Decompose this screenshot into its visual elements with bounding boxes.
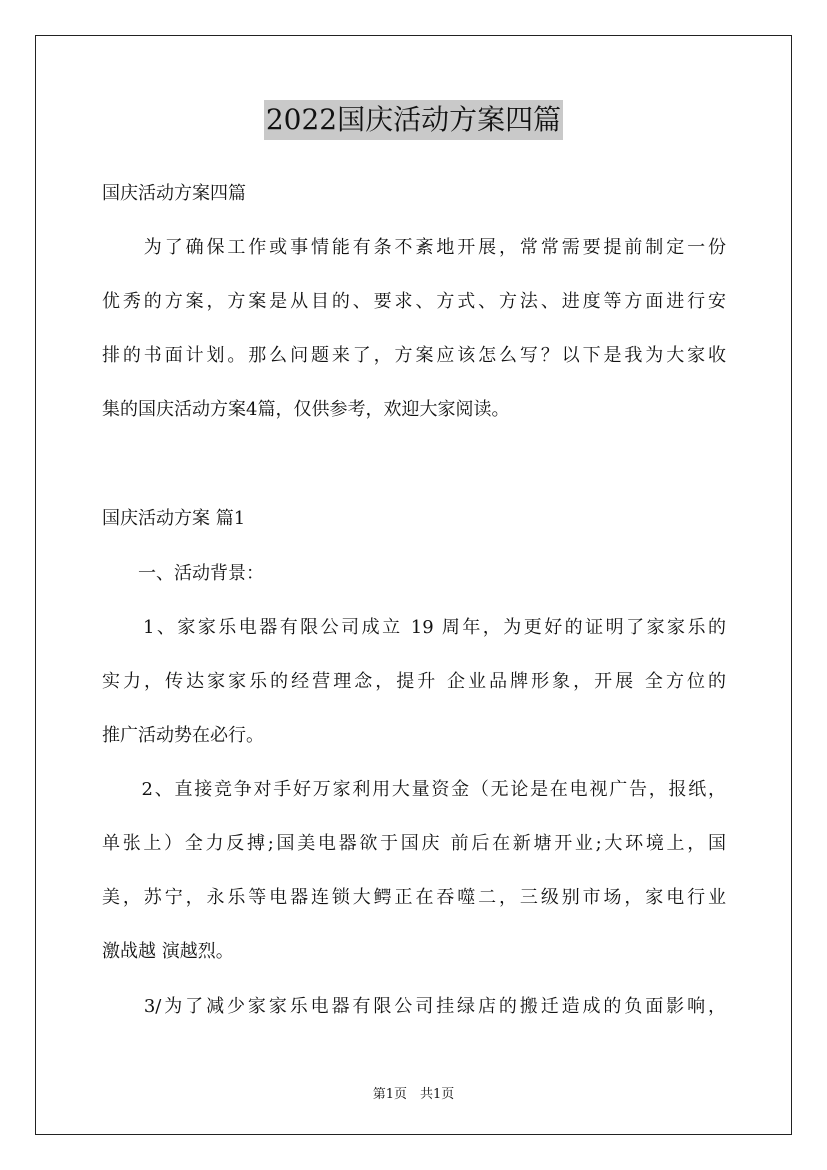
intro-line-4: 集的国庆活动方案4篇，仅供参考，欢迎大家阅读。 xyxy=(102,399,510,420)
document-heading: 国庆活动方案四篇 xyxy=(102,183,246,204)
para2-line-1: 2、直接竞争对手好万家利用大量资金（无论是在电视广告，报纸， xyxy=(102,779,726,800)
para2-line-2: 单张上）全力反搏;国美电器欲于国庆 前后在新塘开业;大环境上，国 xyxy=(102,833,726,854)
intro-line-3: 排的书面计划。那么问题来了，方案应该怎么写？以下是我为大家收 xyxy=(102,345,726,366)
intro-line-1: 为了确保工作或事情能有条不紊地开展，常常需要提前制定一份 xyxy=(102,237,726,258)
title-wrap xyxy=(0,100,827,140)
para1-line-1: 1、家家乐电器有限公司成立 19 周年，为更好的证明了家家乐的 xyxy=(102,617,726,638)
para1-line-3: 推广活动势在必行。 xyxy=(102,725,264,746)
subheading: 一、活动背景： xyxy=(102,563,264,584)
para2-line-3: 美，苏宁，永乐等电器连锁大鳄正在吞噬二，三级别市场，家电行业 xyxy=(102,887,726,908)
section-heading: 国庆活动方案 篇1 xyxy=(102,508,246,529)
intro-line-2: 优秀的方案，方案是从目的、要求、方式、方法、进度等方面进行安 xyxy=(102,291,726,312)
para1-line-2: 实力，传达家家乐的经营理念，提升 企业品牌形象，开展 全方位的 xyxy=(102,671,726,692)
document-title: 2022国庆活动方案四篇 xyxy=(264,100,563,140)
page-footer: 第1页 共1页 xyxy=(372,1087,455,1102)
para2-line-4: 激战越 演越烈。 xyxy=(102,941,234,962)
para3-line-1: 3/为了减少家家乐电器有限公司挂绿店的搬迁造成的负面影响， xyxy=(102,996,726,1017)
